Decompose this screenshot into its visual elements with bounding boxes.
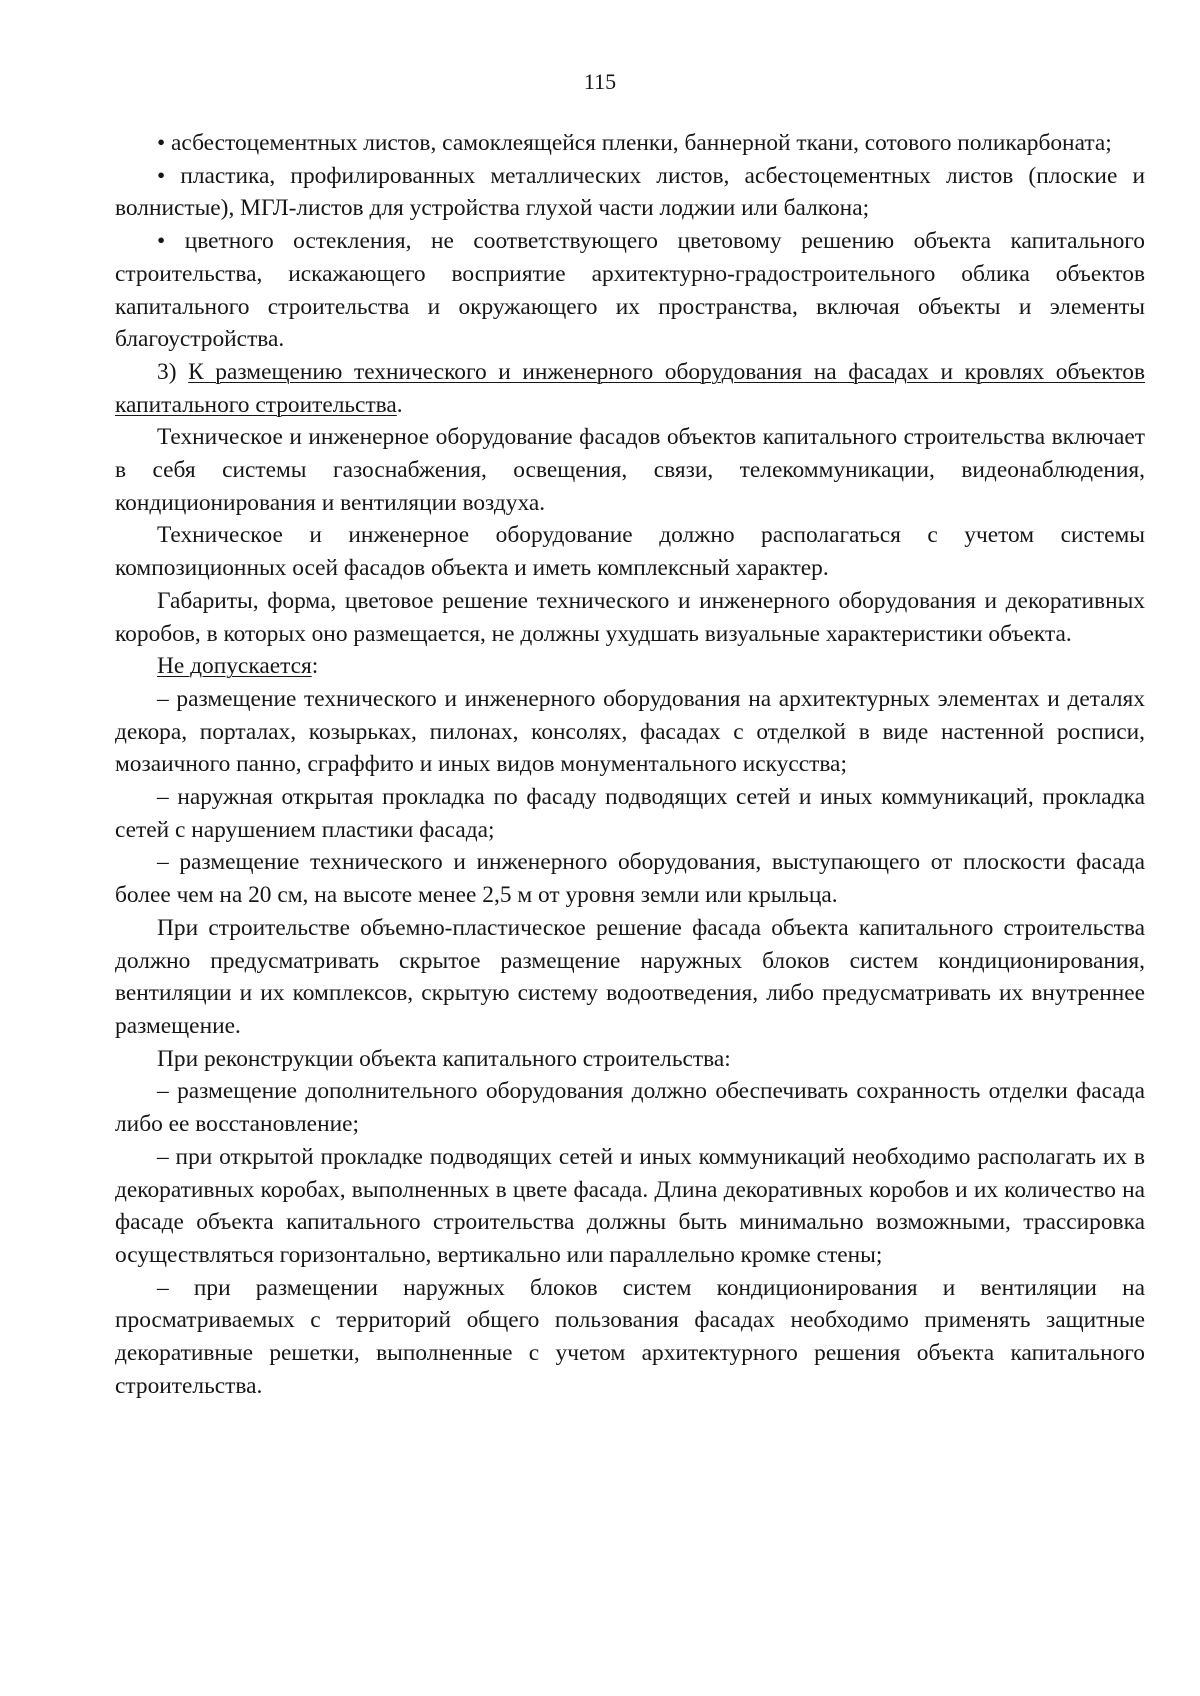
document-body: [115, 127, 1145, 1402]
paragraph-equipment-definition: Техническое и инженерное оборудование фасадов объектов капитального строительства включает в себя системы газоснабжения, освещения, связи, телекоммуникации, видеонаблюдения, кондиционирования и вентиляции воздуха.: [115, 424, 1145, 516]
not-allowed-heading: [115, 650, 1145, 683]
dash-item-decorative-boxes: – при открытой прокладке подводящих сетей и иных коммуникаций необходимо располагать их в декоративных коробах, выполненных в цвете фасада. Длина декоративных коробов и их количество на фасаде объекта капитального строительства должны быть минимально возможными, трассировка осуществляться горизонтально, вертикально или параллельно кромке стены;: [115, 1143, 1145, 1268]
dash-item-protruding-equipment: – размещение технического и инженерного оборудования, выступающего от плоскости фасада более чем на 20 см, на высоте менее 2,5 м от уровня земли или крыльца.: [115, 849, 1145, 909]
dash-item-decor-placement: – размещение технического и инженерного оборудования на архитектурных элементах и деталях декора, порталах, козырьках, пилонах, консолях, фасадах с отделкой в виде настенной росписи, мозаичного панно, сграффито и иных видов монументального искусства;: [115, 685, 1145, 778]
bullet-item-colored-glazing: • цветного остекления, не соответствующего цветовому решению объекта капитального строительства, искажающего восприятие архитектурно-градостроительного облика объектов капитального строительства и окружающего их пространства, включая объекты и элементы благоустройства.: [115, 228, 1145, 353]
dash-item-protective-grilles: – при размещении наружных блоков систем кондиционирования и вентиляции на просматриваемых с территорий общего пользования фасадах необходимо применять защитные декоративные решетки, выполненные с учетом архитектурного решения объекта капитального строительства.: [115, 1274, 1145, 1399]
dash-item-open-wiring: – наружная открытая прокладка по фасаду подводящих сетей и иных коммуникаций, прокладка сетей с нарушением пластики фасада;: [115, 784, 1145, 843]
paragraph-construction: При строительстве объемно-пластическое решение фасада объекта капитального строительства должно предусматривать скрытое размещение наружных блоков систем кондиционирования, вентиляции и их комплексов, скрытую систему водоотведения, либо предусматривать их внутреннее размещение.: [115, 914, 1145, 1039]
not-allowed-label: Не допускается: [157, 653, 312, 680]
section-heading-period: .: [396, 391, 403, 418]
paragraph-reconstruction: При реконструкции объекта капитального строительства:: [157, 1045, 731, 1072]
bullet-item-asbestos-sheets: • асбестоцементных листов, самоклеящейся пленки, баннерной ткани, сотового поликарбоната;: [157, 130, 1112, 156]
bullet-item-plastic-sheets: • пластика, профилированных металлических листов, асбестоцементных листов (плоские и волнистые), МГЛ-листов для устройства глухой части лоджии или балкона;: [115, 162, 1145, 222]
section-heading-equipment: [115, 356, 1145, 421]
paragraph-equipment-dimensions: Габариты, форма, цветовое решение технического и инженерного оборудования и декоративных коробов, в которых оно размещается, не должны ухудшать визуальные характеристики объекта.: [115, 587, 1145, 647]
page-number: 115: [583, 69, 617, 94]
paragraph-equipment-placement: Техническое и инженерное оборудование должно располагаться с учетом системы композиционных осей фасадов объекта и иметь комплексный характер.: [115, 522, 1145, 582]
dash-item-additional-equipment: – размещение дополнительного оборудования должно обеспечивать сохранность отделки фасада либо ее восстановление;: [115, 1078, 1145, 1138]
not-allowed-colon: :: [311, 653, 319, 680]
section-heading-text: К размещению технического и инженерного оборудования на фасадах и кровлях объектов капитального строительства: [115, 358, 1145, 418]
section-number: 3): [157, 358, 189, 385]
